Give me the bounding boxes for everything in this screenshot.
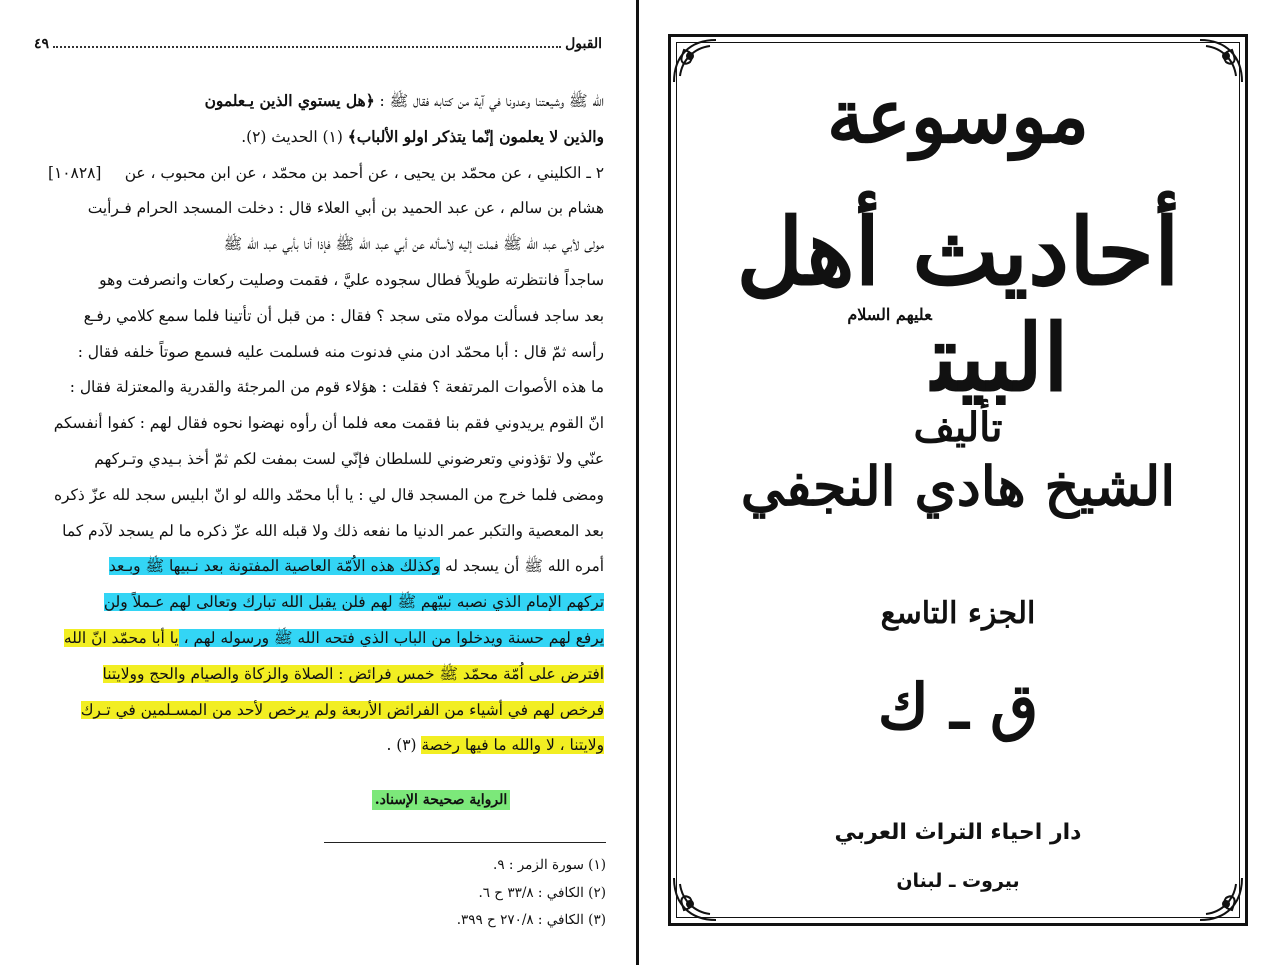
text-run: عنّي ولا تؤذوني وتعرضوني للسلطان فإنّي لست بمفت لكم ثمّ أخذ بـيدي وتـركهم	[94, 449, 604, 468]
text-line	[34, 156, 604, 192]
running-title: القبول	[565, 36, 602, 52]
left-page	[0, 0, 634, 965]
text-line	[34, 514, 604, 550]
text-line	[34, 442, 604, 478]
text-line	[34, 227, 604, 263]
author-name: الشيخ هادي النجفي	[740, 454, 1176, 518]
text-line	[34, 406, 604, 442]
text-run: ولايتنا ، لا والله ما فيها رخصة	[421, 736, 604, 755]
publisher: دار احياء التراث العربي	[834, 820, 1082, 845]
letters-range: ق ـ ك	[877, 670, 1039, 743]
author-label: تأليف	[913, 404, 1003, 451]
text-line	[34, 621, 604, 657]
text-run: تركهم الإمام الذي نصبه نبيّهم ﷺ لهم فلن يقبل الله تبارك وتعالى لهم عـملاً ولن	[103, 593, 604, 612]
text-run: ٢ ـ الكليني ، عن محمّد بن يحيى ، عن أحمد بن محمّد ، عن ابن محبوب ، عن	[124, 163, 604, 182]
text-line	[34, 549, 604, 585]
title-main	[668, 200, 1248, 412]
honorific: عليهم السلام	[847, 304, 932, 324]
text-run: (٣) .	[386, 736, 422, 755]
text-run: افترض على اُمّة محمّد ﷺ خمس فرائض : الصلاة والزكاة والصيام والحج وولايتنا	[102, 664, 604, 683]
text-run: ما هذه الأصوات المرتفعة ؟ فقلت : هؤلاء قوم من المرجئة والقدرية والمعتزلة فقال :	[69, 378, 604, 397]
corner-ornament-icon	[1196, 36, 1246, 86]
text-run: بعد المعصية والتكبر عمر الدنيا ما نفعه ذلك ولا قبله الله عزّ ذكره ما لم يسجد لآدم كما	[62, 521, 604, 540]
text-run: الله ﷺ وشيعتنا وعدونا في آية من كتابه فقال ﷺ :	[374, 92, 604, 110]
text-run: انّ القوم يريدوني فقم بنا فقمت معه فلما أن رأوه نهضوا نحوه فقال لهم : كفوا أنفسكم	[53, 414, 604, 433]
text-line	[34, 585, 604, 621]
text-run: ساجداً فانتظرته طويلاً فطال سجوده عليَّ ، فقمت وصليت ركعات وانصرفت وهو	[99, 270, 604, 289]
text-line	[34, 478, 604, 514]
text-run: مولى لأبي عبد الله ﷺ فملت إليه لأسأله عن أبي عبد الله ﷺ فإذا أنا بأبي عبد الله ﷺ	[223, 235, 604, 254]
text-run: هشام بن سالم ، عن عبد الحميد بن أبي العلاء قال : دخلت المسجد الحرام فـرأيت	[87, 199, 604, 218]
text-line	[34, 120, 604, 156]
text-run: أمره الله ﷺ أن يسجد له	[440, 557, 604, 576]
text-line	[34, 299, 604, 335]
text-run: وكذلك هذه الاُمّة العاصية المفتونة بعد نـبيها ﷺ وبـعد	[108, 557, 441, 576]
text-line	[34, 657, 604, 693]
text-run: بعد ساجد فسألت مولاه متى سجد ؟ فقال : من قبل أن تأتينا فلما سمع كلامي رفـع	[83, 306, 604, 325]
text-run: ﴿هل يستوي الذين يـعلمون	[204, 92, 375, 110]
text-line	[34, 84, 604, 120]
narration-number: [١٠٨٢٨]	[48, 163, 102, 182]
text-line	[34, 693, 604, 729]
footnote-1: (١) سورة الزمر : ٩.	[493, 857, 606, 873]
text-line	[34, 370, 604, 406]
text-line	[34, 335, 604, 371]
verdict-text: الرواية صحيحة الإسناد.	[372, 790, 511, 810]
footnote-rule	[324, 842, 606, 843]
title-main-text: أحاديث أهل البيت	[736, 198, 1180, 412]
text-run: والذين لا يعلمون إنّما يتذكر اولو الألباب﴾	[347, 127, 604, 146]
hadith-body	[34, 84, 604, 764]
title-encyclopedia: موسوعة	[827, 74, 1089, 160]
corner-ornament-icon	[670, 36, 720, 86]
verdict-note	[366, 792, 516, 808]
text-run: رأسه ثمّ قال : أبا محمّد ادن مني فدنوت منه فسلمت عليه فسمع صوتاً خلفه فقال :	[77, 342, 604, 361]
footnote-3: (٣) الكافي : ٢٧٠/٨ ح ٣٩٩.	[456, 912, 606, 928]
text-line	[34, 263, 604, 299]
text-run: ومضى فلما خرج من المسجد قال لي : يا أبا محمّد والله لو انّ ابليس سجد لله عزّ ذكره	[53, 485, 604, 504]
text-run: (١) الحديث (٢).	[241, 127, 348, 146]
publisher-city: بيروت ـ لبنان	[896, 870, 1020, 892]
spine-divider	[636, 0, 639, 965]
page-number: ٤٩	[34, 36, 50, 52]
text-line	[34, 728, 604, 764]
footnotes	[324, 852, 606, 935]
running-header	[34, 36, 602, 60]
volume-label: الجزء التاسع	[880, 596, 1036, 631]
text-run: فرخص لهم في أشياء من الفرائض الأربعة ولم يرخص لأحد من المسـلمين في تـرك	[80, 700, 604, 719]
text-line	[34, 191, 604, 227]
footnote-2: (٢) الكافي : ٣٣/٨ ح ٦.	[478, 884, 606, 901]
text-run: يا أبا محمّد انّ الله	[63, 628, 179, 647]
header-leader-dots	[53, 46, 561, 48]
text-run: يرفع لهم حسنة ويدخلوا من الباب الذي فتحه الله ﷺ ورسوله لهم ،	[178, 628, 604, 647]
